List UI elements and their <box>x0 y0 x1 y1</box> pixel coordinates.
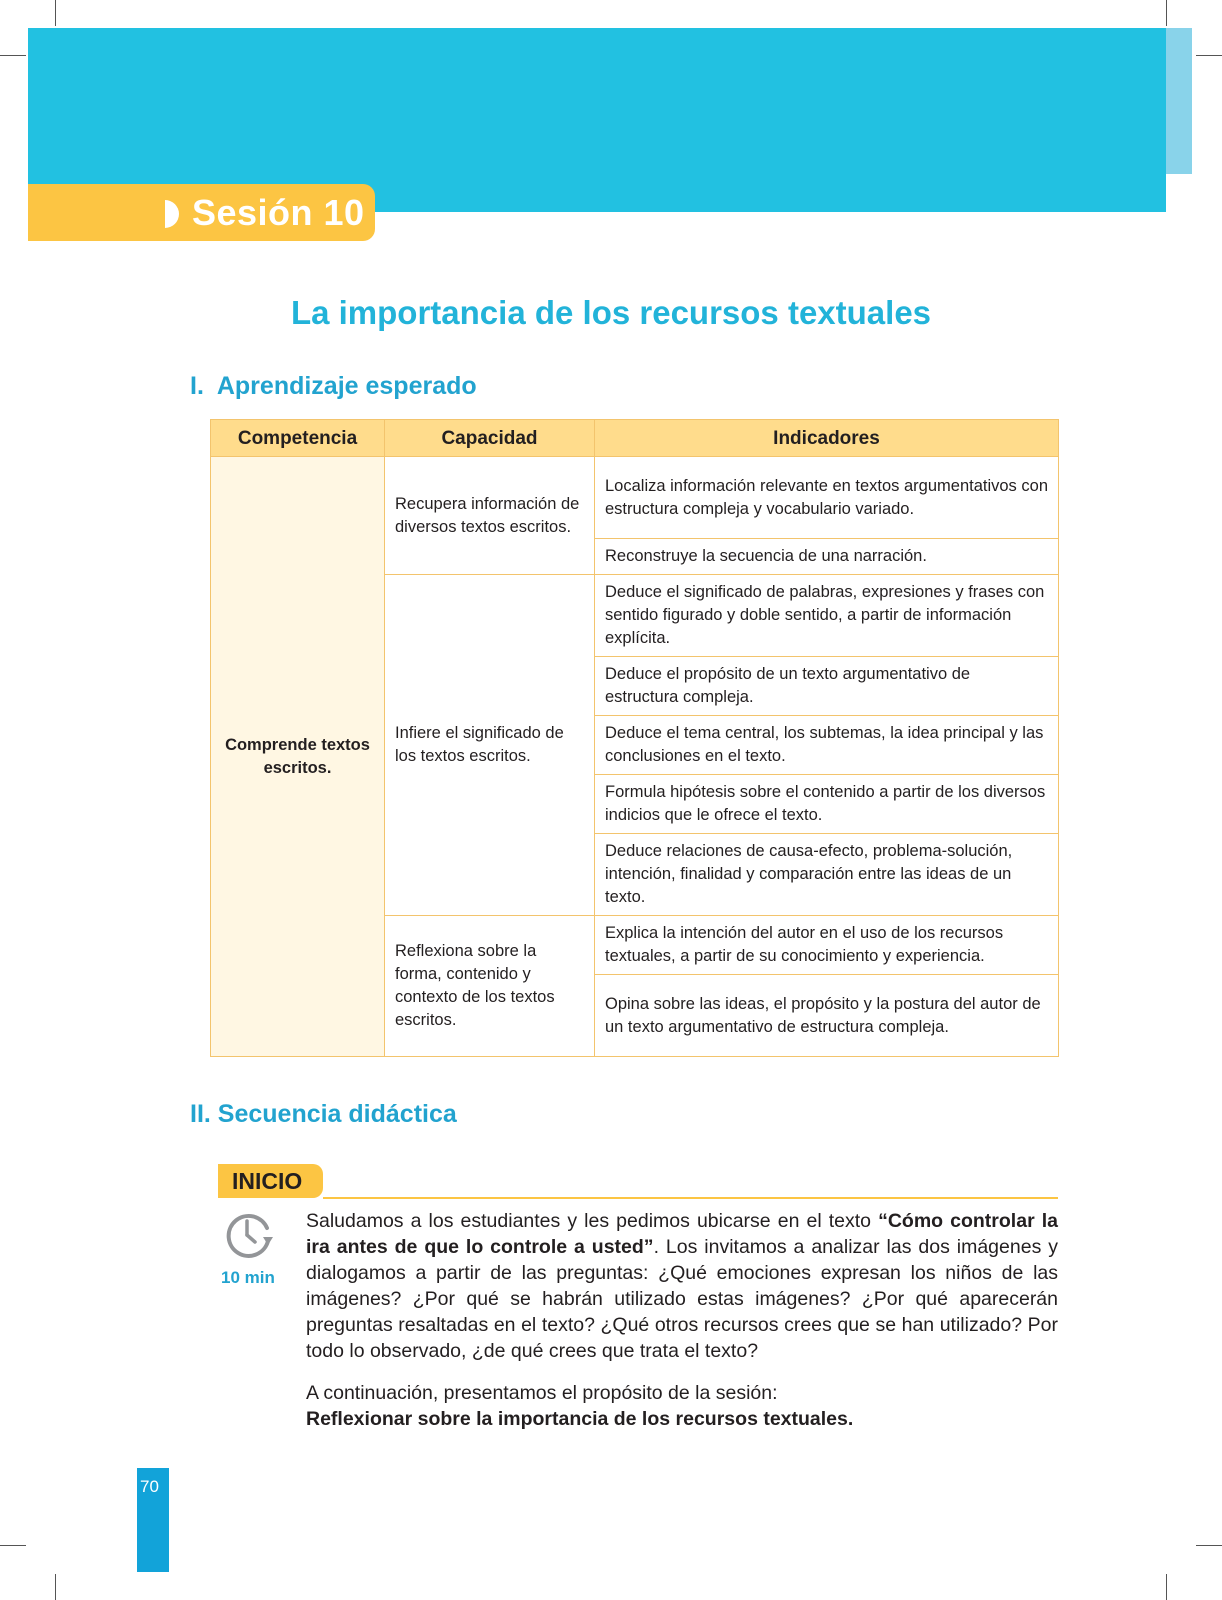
table-header-capacidad: Capacidad <box>385 420 595 457</box>
crop-mark <box>1166 1574 1167 1600</box>
purpose-statement: Reflexionar sobre la importancia de los recursos textuales. <box>306 1408 854 1430</box>
section-heading-secuencia: II. Secuencia didáctica <box>190 1100 457 1128</box>
crop-mark <box>1166 0 1167 26</box>
time-label: 10 min <box>221 1268 275 1287</box>
capacidad-cell: Infiere el significado de los textos escritos. <box>385 575 595 916</box>
clock-icon <box>224 1211 274 1259</box>
crop-mark <box>55 1574 56 1600</box>
crop-mark <box>1196 55 1222 56</box>
inicio-paragraph: Saludamos a los estudiantes y les pedimos ubicarse en el texto “Cómo controlar la ira antes de que lo controle a usted”. Los invitamos a analizar las dos imágenes y dialogamos a partir de las preguntas: ¿Qué emociones expresan los niños de las imágenes? ¿Por qué se habrán utilizado estas imágenes? ¿Por qué aparecerán preguntas resaltadas en el texto? ¿Qué otros recursos crees que se han utilizado? Por todo lo observado, ¿de qué crees que trata el texto? <box>306 1210 1058 1362</box>
indicador-cell: Opina sobre las ideas, el propósito y la postura del autor de un texto argumentativo de estructura compleja. <box>595 975 1059 1057</box>
section-heading-aprendizaje: I. Aprendizaje esperado <box>190 372 477 400</box>
crop-mark <box>0 1545 26 1546</box>
table-header-indicadores: Indicadores <box>595 420 1059 457</box>
indicador-cell: Explica la intención del autor en el uso de los recursos textuales, a partir de su conocimiento y experiencia. <box>595 916 1059 975</box>
purpose-intro: A continuación, presentamos el propósito de la sesión: <box>306 1382 778 1404</box>
inicio-rule <box>323 1197 1058 1199</box>
indicador-cell: Deduce el significado de palabras, expresiones y frases con sentido figurado y doble sentido, a partir de información explícita. <box>595 575 1059 657</box>
crop-mark <box>55 0 56 26</box>
capacidad-cell: Reflexiona sobre la forma, contenido y contexto de los textos escritos. <box>385 916 595 1057</box>
header-banner-side <box>1166 28 1192 174</box>
page-title: La importancia de los recursos textuales <box>290 294 932 331</box>
indicador-cell: Localiza información relevante en textos argumentativos con estructura compleja y vocabulario variado. <box>595 457 1059 539</box>
crop-mark <box>0 55 26 56</box>
capacidad-cell: Recupera información de diversos textos escritos. <box>385 457 595 575</box>
inicio-label: INICIO <box>232 1168 303 1194</box>
learning-table <box>210 419 1059 1057</box>
purpose-paragraph <box>306 1380 1058 1432</box>
session-label: Sesión 10 <box>192 192 365 233</box>
indicador-cell: Formula hipótesis sobre el contenido a partir de los diversos indicios que le ofrece el texto. <box>595 775 1059 834</box>
page-number: 70 <box>140 1477 159 1496</box>
indicador-cell: Deduce el tema central, los subtemas, la idea principal y las conclusiones en el texto. <box>595 716 1059 775</box>
competencia-cell: Comprende textos escritos. <box>211 457 385 1057</box>
table-header-competencia: Competencia <box>211 420 385 457</box>
indicador-cell: Deduce relaciones de causa-efecto, problema-solución, intención, finalidad y comparación entre las ideas de un texto. <box>595 834 1059 916</box>
crop-mark <box>1196 1545 1222 1546</box>
indicador-cell: Reconstruye la secuencia de una narración. <box>595 539 1059 575</box>
indicador-cell: Deduce el propósito de un texto argumentativo de estructura compleja. <box>595 657 1059 716</box>
